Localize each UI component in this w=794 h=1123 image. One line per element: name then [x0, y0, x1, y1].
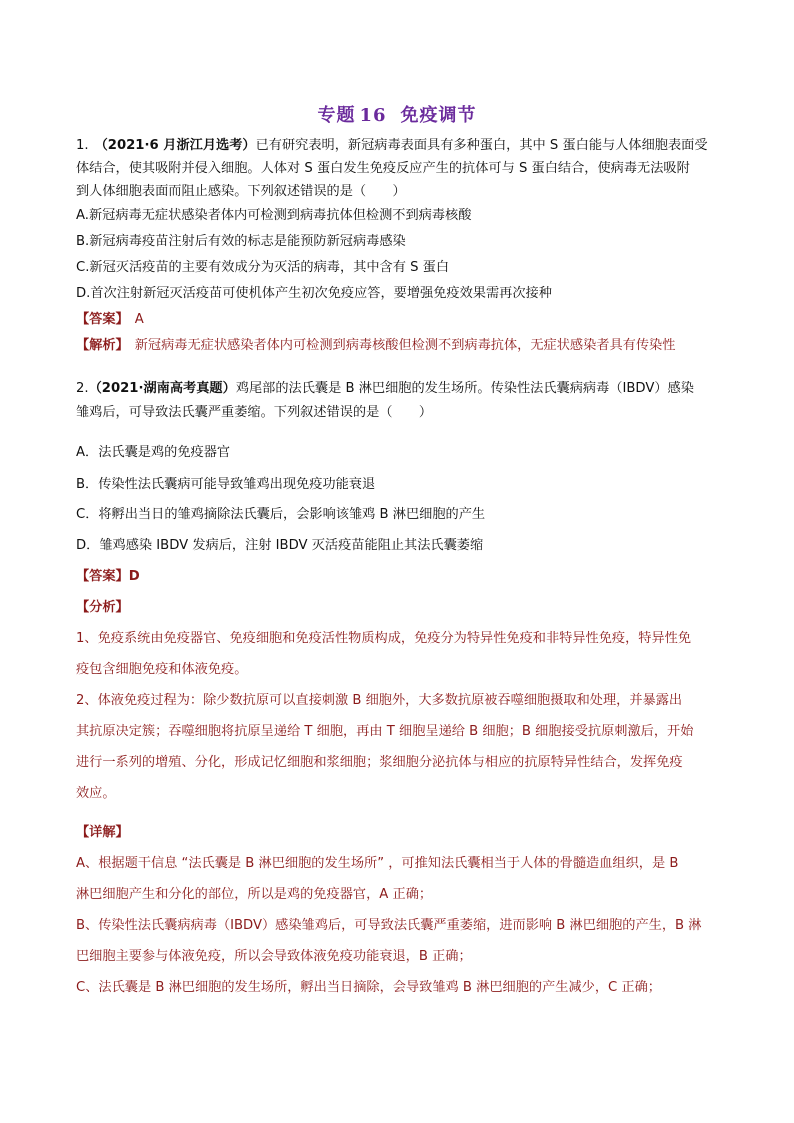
q2-analysis-line-5: 进行一系列的增殖、分化，形成记忆细胞和浆细胞；浆细胞分泌抗体与相应的抗原特异性结合，发挥免疫 — [76, 755, 683, 770]
q2-analysis-line-3: 2、体液免疫过程为：除少数抗原可以直接刺激 B 细胞外，大多数抗原被吞噬细胞摄取和处理，并暴露出 — [76, 693, 683, 708]
q1-answer — [76, 309, 726, 331]
q2-detail-line-1: A、根据题干信息 “法氏囊是 B 淋巴细胞的发生场所” ，可推知法氏囊相当于人体的骨髓造血组织，是 B — [76, 856, 679, 871]
q2-analysis-line-1: 1、免疫系统由免疫器官、免疫细胞和免疫活性物质构成，免疫分为特异性免疫和非特异性免疫，特异性免 — [76, 631, 692, 646]
q2-detail-line-2: 淋巴细胞产生和分化的部位，所以是鸡的免疫器官，A 正确； — [76, 887, 433, 902]
q2-detail-line-5: C、法氏囊是 B 淋巴细胞的发生场所，孵出当日摘除，会导致雏鸡 B 淋巴细胞的产生减少，C 正确； — [76, 980, 661, 995]
q1-option-d: D.首次注射新冠灭活疫苗可使机体产生初次免疫应答，要增强免疫效果需再次接种 — [76, 286, 552, 301]
q1-number: 1. — [76, 138, 89, 153]
q1-option-b: B.新冠病毒疫苗注射后有效的标志是能预防新冠病毒感染 — [76, 234, 406, 249]
q2-stem-text-1: 鸡尾部的法氏囊是 B 淋巴细胞的发生场所。传染性法氏囊病病毒（IBDV）感染 — [235, 381, 694, 396]
page-title — [0, 101, 794, 127]
q2-option-a: A．法氏囊是鸡的免疫器官 — [76, 445, 231, 460]
q2-option-b: B．传染性法氏囊病可能导致雏鸡出现免疫功能衰退 — [76, 477, 376, 492]
q1-stem-line-2: 体结合，使其吸附并侵入细胞。人体对 S 蛋白发生免疫反应产生的抗体可与 S 蛋白结合，使病毒无法吸附 — [76, 161, 690, 176]
q2-stem-line-1 — [76, 378, 726, 400]
q2-analysis-label: 【分析】 — [76, 600, 129, 615]
q1-analysis — [76, 335, 726, 357]
title-topic: 免疫调节 — [400, 105, 477, 126]
q2-stem-line-2: 雏鸡后，可导致法氏囊严重萎缩。下列叙述错误的是（ ） — [76, 405, 433, 420]
q2-analysis-line-6: 效应。 — [76, 786, 116, 801]
q1-source: （2021·6 月浙江月选考） — [94, 138, 256, 153]
q2-detail-label: 【详解】 — [76, 825, 129, 840]
q1-answer-value: A — [134, 312, 144, 327]
q2-answer: 【答案】D — [76, 569, 140, 584]
q2-analysis-line-4: 其抗原决定簇；吞噬细胞将抗原呈递给 T 细胞，再由 T 细胞呈递给 B 细胞；B 细胞接受抗原刺激后，开始 — [76, 724, 694, 739]
q2-analysis-line-2: 疫包含细胞免疫和体液免疫。 — [76, 662, 248, 677]
q1-option-c: C.新冠灭活疫苗的主要有效成分为灭活的病毒，其中含有 S 蛋白 — [76, 260, 450, 275]
q1-stem-line-3: 到人体细胞表面而阻止感染。下列叙述错误的是（ ） — [76, 184, 406, 199]
q1-answer-label: 【答案】 — [76, 312, 129, 327]
q2-detail-line-4: 巴细胞主要参与体液免疫，所以会导致体液免疫功能衰退，B 正确； — [76, 949, 472, 964]
q2-option-d: D．雏鸡感染 IBDV 发病后，注射 IBDV 灭活疫苗能阻止其法氏囊萎缩 — [76, 538, 484, 553]
q1-analysis-label: 【解析】 — [76, 338, 129, 353]
q2-source: （2021·湖南高考真题） — [88, 381, 236, 396]
q1-analysis-text: 新冠病毒无症状感染者体内可检测到病毒核酸但检测不到病毒抗体，无症状感染者具有传染性 — [134, 338, 676, 353]
q1-stem-line-1 — [76, 135, 726, 157]
q2-number: 2. — [76, 381, 89, 396]
q1-stem-text-1: 已有研究表明，新冠病毒表面具有多种蛋白，其中 S 蛋白能与人体细胞表面受 — [255, 138, 708, 153]
title-number: 16 — [359, 105, 387, 126]
title-prefix: 专题 — [317, 105, 356, 126]
q1-option-a: A.新冠病毒无症状感染者体内可检测到病毒抗体但检测不到病毒核酸 — [76, 208, 472, 223]
q2-option-c: C．将孵出当日的雏鸡摘除法氏囊后，会影响该雏鸡 B 淋巴细胞的产生 — [76, 507, 486, 522]
q2-detail-line-3: B、传染性法氏囊病病毒（IBDV）感染雏鸡后，可导致法氏囊严重萎缩，进而影响 B 淋巴细胞的产生，B 淋 — [76, 918, 702, 933]
